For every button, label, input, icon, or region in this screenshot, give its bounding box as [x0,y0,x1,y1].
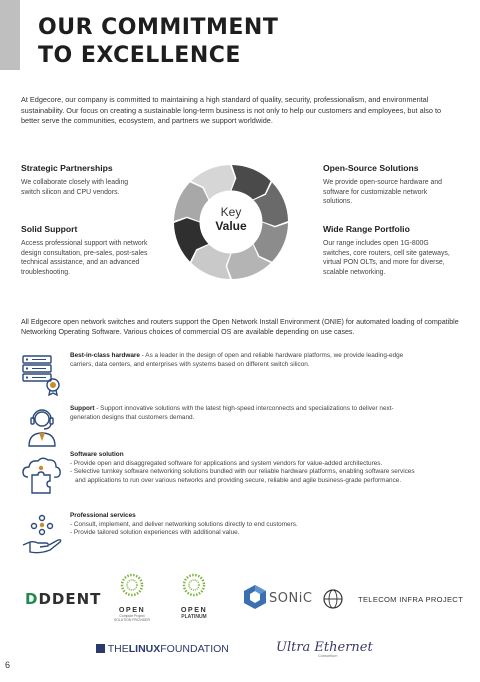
page-title-line1: OUR COMMITMENT [38,15,279,40]
wheel-segment [191,245,230,279]
ocp-tag: PLATINUM [181,614,207,620]
feature-title: Open-Source Solutions [323,163,419,173]
feature-text: We provide open-source hardware and software for customizable network solutions. [323,179,442,206]
wheel-label-value: Value [215,219,247,233]
ddent-logo: DDDENT [25,590,102,608]
row-heading: Professional services [70,512,136,519]
sonic-cube-icon [243,584,267,610]
intro-paragraph: At Edgecore, our company is committed to maintaining a high standard of quality, security, professionalism, and environmental sustainability. Our focus on creating a sustainable long-term business is not only to help our customers and employees, but also to better serve the communities, ecosystem, and partners we support worldwide. [21,95,442,125]
row-body: - As a leader in the design of open and reliable hardware platforms, we provide leading-edge carriers, data centers, and enterprises with systems based on different switch silicon. [70,352,404,368]
wheel-center-label [172,206,290,234]
header-accent-bar [0,0,20,70]
tip-globe-icon [322,588,352,610]
ocp-sub: Compute Project [119,614,145,618]
ocp-name: OPEN [180,605,208,614]
ocp-platinum-logo [172,572,216,620]
page-title [38,14,278,70]
row-heading: Support [70,405,95,412]
row-text [70,512,415,538]
row-body: - Support innovative solutions with the latest high-speed interconnects and specializations to deliver next-generation designs that customers demand. [70,405,394,421]
ultra-sub: Consortium [318,654,338,658]
feature-text: Access professional support with network design consultation, pre-sales, post-sales technical assistance, and an advanced troubleshooting. [21,240,148,276]
server-certificate-icon [20,352,64,396]
partner-logos [0,568,480,668]
ultra-ethernet-logo [276,638,386,656]
row-bullet: - Selective turnkey software networking solutions bundled with our reliable hardware platforms, enabling software services and applications to run over various networks and providing secure, reliable and agile business-grade performance. [70,468,415,485]
feature-strategic-partnerships [21,163,149,197]
row-heading: Best-in-class hardware [70,352,140,359]
row-text [70,352,415,369]
telecom-infra-project-logo: TELECOM INFRA PROJECT [322,588,352,615]
row-heading: Software solution [70,451,124,458]
ocp-ring-icon [181,572,207,598]
row-bullet: - Consult, implement, and deliver networking solutions directly to end customers. [70,520,298,528]
linux-square-icon [96,644,105,653]
row-bullet: - Provide tailored solution experiences with additional value. [70,529,240,537]
wheel-segment [232,165,271,199]
ocp-solution-provider-logo [110,572,154,622]
ocp-ring-icon [119,572,145,598]
feature-title: Wide Range Portfolio [323,224,410,234]
feature-solid-support [21,224,149,277]
linux-foundation-logo: THELINUXFOUNDATION [96,643,229,655]
page-number: 6 [5,660,11,670]
feature-title: Strategic Partnerships [21,163,113,173]
sonic-logo: SONiC [243,584,267,615]
feature-title: Solid Support [21,224,78,234]
ocp-name: OPEN [118,605,146,614]
row-text [70,405,415,422]
hand-people-icon [20,512,64,556]
wheel-label-key: Key [220,205,242,219]
ocp-tag: SOLUTION PROVIDER [114,618,150,622]
headset-support-icon [20,405,64,449]
feature-text: We collaborate closely with leading switch silicon and CPU vendors. [21,179,129,196]
cloud-puzzle-icon [20,451,64,495]
page-title-line2: TO EXCELLENCE [38,43,241,68]
feature-wide-range-portfolio [323,224,451,277]
row-text [70,451,415,486]
feature-open-source [323,163,451,207]
feature-text: Our range includes open 1G-800G switches, core routers, cell site gateways, virtual PON OLTs, and more for diverse, scalable networking. [323,240,450,276]
ultra-name: Ultra Ethernet [276,640,373,655]
onie-paragraph: All Edgecore open network switches and routers support the Open Network Install Environment (ONIE) for automated loading of compatible Networking Operating Software. Various choices of commercial OS are available depending on use cases. [21,318,459,336]
row-bullet: - Provide open and disaggregated software for applications and system vendors for value-added architectures. [70,459,383,467]
